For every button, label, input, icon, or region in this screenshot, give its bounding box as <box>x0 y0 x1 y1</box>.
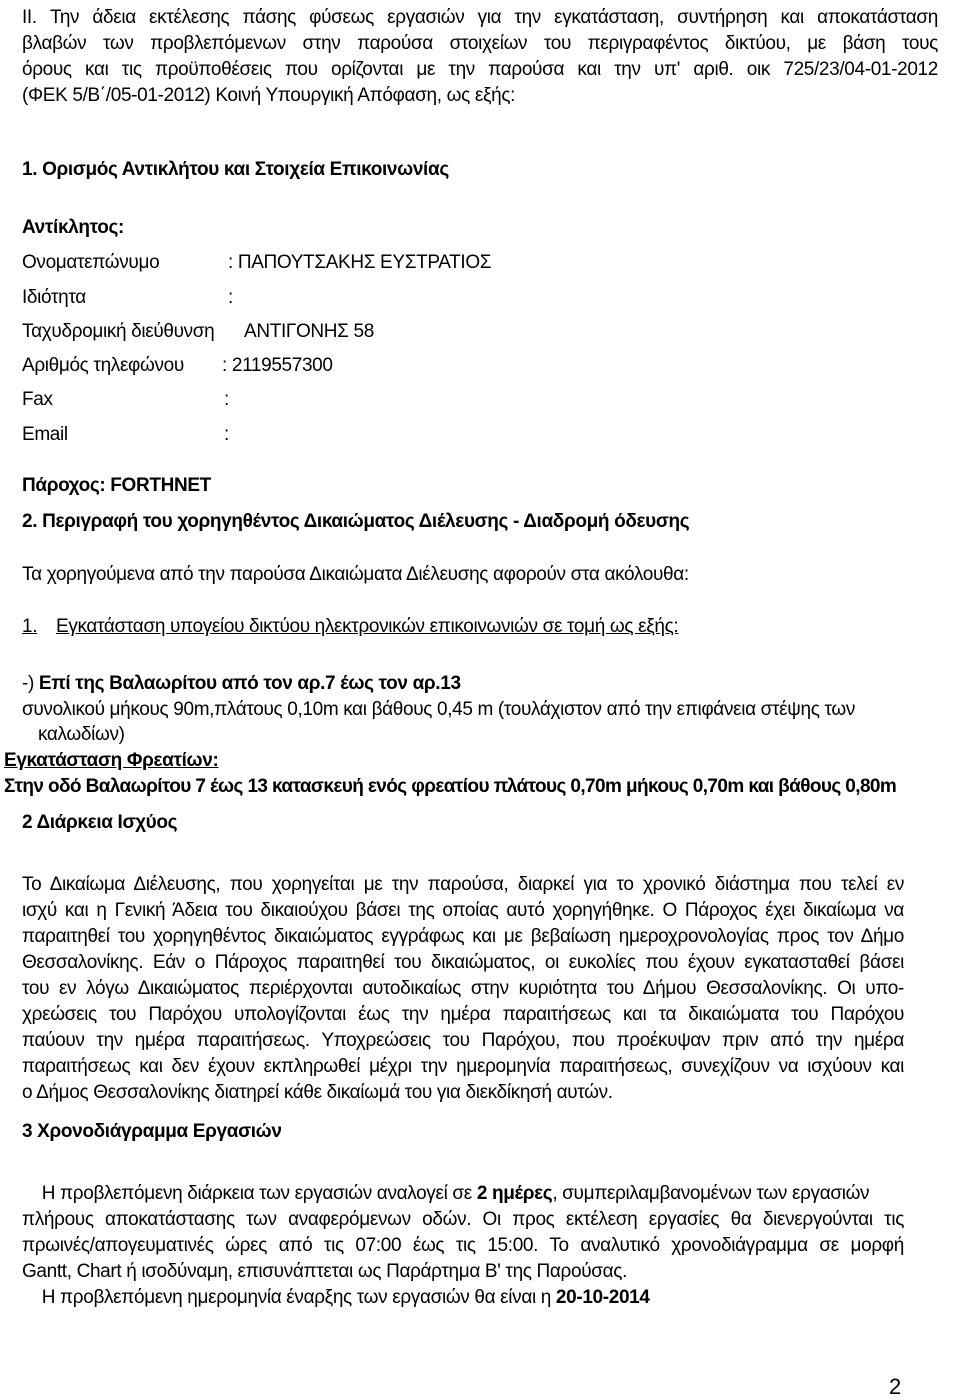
section-1-heading: 1. Ορισμός Αντικλήτου και Στοιχεία Επικοινωνίας <box>22 159 449 180</box>
duration-line-5: του εν λόγω Δικαιώματος περιέρχονται αυτοδικαίως στην κυριότητα του Δήμου Θεσσαλονίκης. Οι υπο- <box>22 978 904 999</box>
schedule-line-4: Gantt, Chart ή ισοδύναμη, επισυνάπτεται ως Παράρτημα Β' της Παρούσας. <box>22 1261 628 1282</box>
duration-line-4: Θεσσαλονίκης. Εάν ο Πάροχος παραιτηθεί του δικαιώματος, οι ευκολίες που έχουν εγκατασταθεί βάσει <box>22 952 904 973</box>
schedule-heading: 3 Χρονοδιάγραμμα Εργασιών <box>22 1121 282 1142</box>
address-value: ΑΝΤΙΓΟΝΗΣ 58 <box>244 321 374 342</box>
schedule-line-1-post: , συμπεριλαμβανομένων των εργασιών <box>552 1183 870 1204</box>
page-number: 2 <box>889 1374 902 1399</box>
email-label: Email <box>22 424 68 445</box>
schedule-line-1 <box>22 1182 904 1206</box>
manholes-heading: Εγκατάσταση Φρεατίων: <box>4 750 219 771</box>
intro-line-2: βλαβών των προβλεπόμενων στην παρούσα στοιχείων του περιγραφέντος δικτύου, με βάση τους <box>22 33 938 54</box>
name-label: Ονοματεπώνυμο <box>22 252 160 273</box>
intro-line-3: όρους και τις προϋποθέσεις που ορίζονται με την παρούσα και την υπ' αριθ. οικ 725/23/04-01-2012 <box>22 59 938 80</box>
email-value: : <box>224 424 229 445</box>
list-item-text: Εγκατάσταση υπογείου δικτύου ηλεκτρονικών επικοινωνιών σε τομή ως εξής: <box>56 616 679 637</box>
section-2-heading: 2. Περιγραφή του χορηγηθέντος Δικαιώματος Διέλευσης - Διαδρομή όδευσης <box>22 511 690 532</box>
route-detail-2: καλωδίων) <box>38 724 125 745</box>
route-line <box>22 672 461 696</box>
duration-line-3: παραιτηθεί του χορηγηθέντος δικαιώματος εγγράφως και με βεβαίωση ημεροχρονολογίας προς τον Δήμο <box>22 926 904 947</box>
start-date-pre: Η προβλεπόμενη ημερομηνία έναρξης των εργασιών θα είναι η <box>22 1287 556 1308</box>
capacity-label: Ιδιότητα <box>22 287 86 308</box>
phone-value: : 2119557300 <box>222 355 333 376</box>
name-value: : ΠΑΠΟΥΤΣΑΚΗΣ ΕΥΣΤΡΑΤΙΟΣ <box>228 252 492 273</box>
duration-line-2: ισχύ και η Γενική Άδεια του δικαιούχου βάσει της οποίας αυτό χορηγήθηκε. Ο Πάροχος έχει δικαίωμα να <box>22 900 904 921</box>
route-street: Επί της Βαλαωρίτου από τον αρ.7 έως τον αρ.13 <box>38 673 461 694</box>
duration-line-6: χρεώσεις του Παρόχου υπολογίζονται έως την ημέρα παραιτήσεως και τα δικαιώματα του Παρόχου <box>22 1004 904 1025</box>
route-detail-1: συνολικού μήκους 90m,πλάτους 0,10m και βάθους 0,45 m (τουλάχιστον από την επιφάνεια στέψης των <box>22 699 855 720</box>
duration-line-8: παραιτήσεως και δεν έχουν εκπληρωθεί μέχρι την ημερομηνία παραιτήσεως, συνεχίζουν να ισχύουν και <box>22 1056 904 1077</box>
provider-name: Πάροχος: FORTHNET <box>22 475 211 496</box>
duration-heading: 2 Διάρκεια Ισχύος <box>22 812 178 833</box>
start-date: 20-10-2014 <box>555 1287 650 1308</box>
duration-line-7: παύουν την ημέρα παραιτήσεως. Υποχρεώσεις του Παρόχου, που προέκυψαν πριν από την ημέρα <box>22 1030 904 1051</box>
intro-line-4: (ΦΕΚ 5/Β΄/05-01-2012) Κοινή Υπουργική Απόφαση, ως εξής: <box>22 85 516 106</box>
fax-value: : <box>224 389 229 410</box>
schedule-line-1-pre: Η προβλεπόμενη διάρκεια των εργασιών αναλογεί σε <box>22 1183 477 1204</box>
rights-intro: Τα χορηγούμενα από την παρούσα Δικαιώματα Διέλευσης αφορούν στα ακόλουθα: <box>22 564 689 585</box>
list-item-number: 1. <box>22 616 38 637</box>
route-prefix: -) <box>22 673 39 694</box>
intro-line-1: II. Την άδεια εκτέλεσης πάσης φύσεως εργασιών για την εγκατάσταση, συντήρηση και αποκατάσταση <box>22 7 938 28</box>
capacity-value: : <box>228 287 233 308</box>
schedule-line-2: πλήρους αποκατάστασης των αναφερόμενων οδών. Οι προς εκτέλεση εργασίες θα διενεργούνται τις <box>22 1209 904 1230</box>
fax-label: Fax <box>22 389 53 410</box>
schedule-line-3: πρωινές/απογευματινές ώρες από τις 07:00 έως τις 15:00. Το αναλυτικό χρονοδιάγραμμα σε μορφή <box>22 1235 904 1256</box>
start-date-line <box>22 1286 650 1310</box>
duration-line-1: Το Δικαίωμα Διέλευσης, που χορηγείται με την παρούσα, διαρκεί για το χρονικό διάστημα που τελεί εν <box>22 874 904 895</box>
manholes-text: Στην οδό Βαλαωρίτου 7 έως 13 κατασκευή ενός φρεατίου πλάτους 0,70m μήκους 0,70m και βάθους 0,80m <box>4 776 897 797</box>
phone-label: Αριθμός τηλεφώνου <box>22 355 184 376</box>
contact-subheading: Αντίκλητος: <box>22 217 125 238</box>
duration-line-9: ο Δήμος Θεσσαλονίκης διατηρεί κάθε δικαίωμά του για διεκδίκησή αυτών. <box>22 1082 613 1103</box>
address-label: Ταχυδρομική διεύθυνση <box>22 321 215 342</box>
schedule-duration: 2 ημέρες <box>476 1183 553 1204</box>
